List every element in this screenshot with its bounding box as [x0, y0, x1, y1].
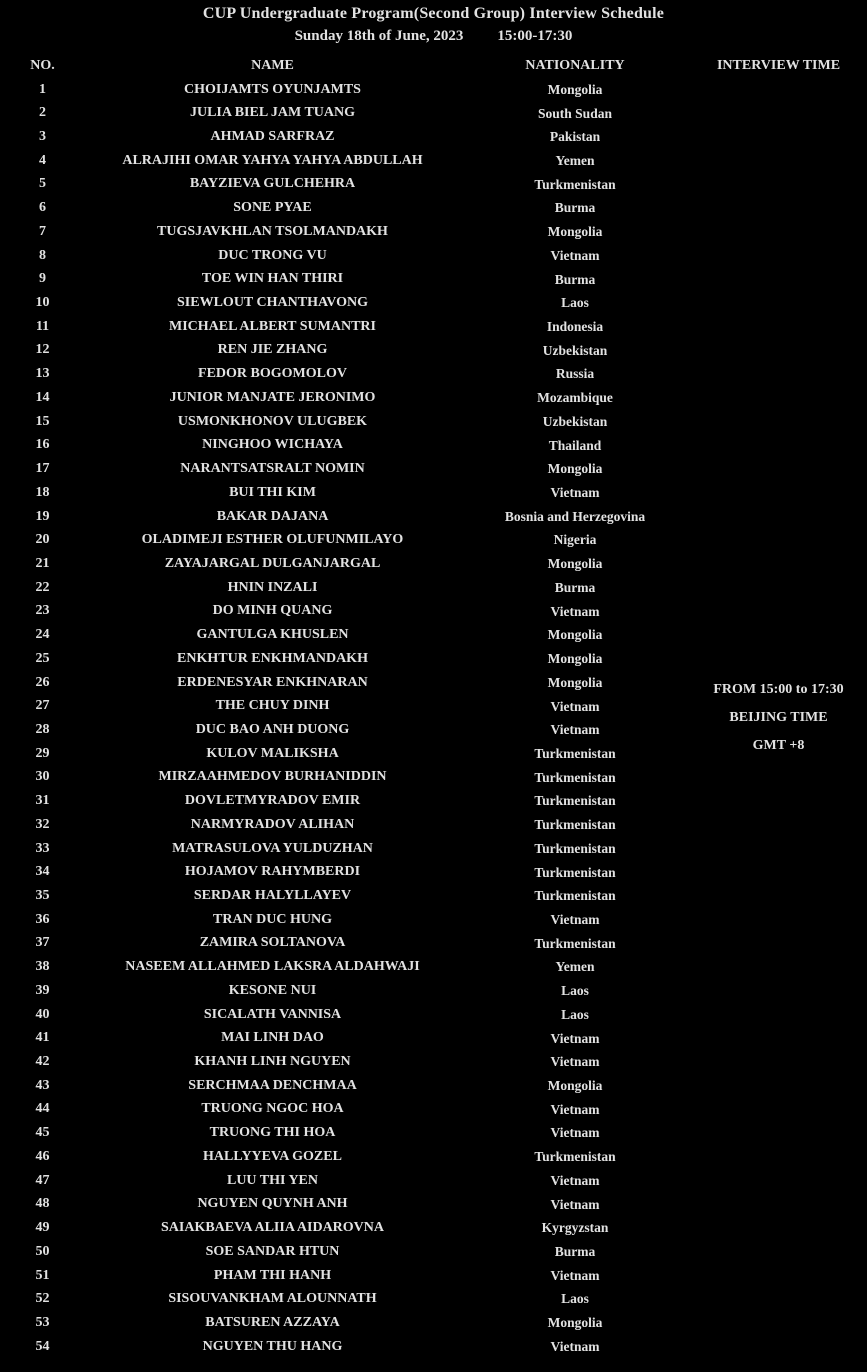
- row-number: 48: [35, 1196, 50, 1212]
- row-name: MICHAEL ALBERT SUMANTRI: [169, 318, 376, 334]
- row-nationality: Laos: [561, 1006, 589, 1022]
- row-number: 20: [35, 532, 50, 548]
- row-number: 3: [39, 129, 46, 145]
- row-nationality: Vietnam: [550, 1101, 600, 1117]
- row-nationality: Burma: [554, 271, 596, 287]
- row-nationality: Mongolia: [547, 81, 603, 97]
- subtitle-time: 15:00-17:30: [497, 28, 573, 44]
- row-name: TUGSJAVKHLAN TSOLMANDAKH: [157, 223, 388, 239]
- row-name: SOE SANDAR HTUN: [205, 1243, 340, 1259]
- row-number: 33: [35, 840, 50, 856]
- row-name: HNIN INZALI: [227, 579, 318, 595]
- row-number: 18: [35, 484, 50, 500]
- row-nationality: Mongolia: [547, 556, 603, 572]
- row-nationality: Vietnam: [550, 1054, 600, 1070]
- row-name: GANTULGA KHUSLEN: [196, 627, 349, 643]
- row-name: BATSUREN AZZAYA: [205, 1314, 340, 1330]
- row-name: AHMAD SARFRAZ: [210, 129, 335, 145]
- row-nationality: Turkmenistan: [534, 793, 616, 809]
- row-nationality: Turkmenistan: [534, 817, 616, 833]
- row-name: SONE PYAE: [233, 200, 312, 216]
- row-nationality: Mongolia: [547, 674, 603, 690]
- row-number: 7: [39, 223, 46, 239]
- row-nationality: Vietnam: [550, 485, 600, 501]
- row-nationality: Vietnam: [550, 698, 600, 714]
- column-header-name: NAME: [251, 57, 294, 73]
- row-name: MIRZAAHMEDOV BURHANIDDIN: [158, 769, 387, 785]
- row-nationality: Laos: [561, 983, 589, 999]
- row-nationality: Uzbekistan: [542, 413, 608, 429]
- row-nationality: Turkmenistan: [534, 176, 616, 192]
- row-number: 23: [35, 603, 50, 619]
- row-name: NARMYRADOV ALIHAN: [190, 816, 355, 832]
- row-name: SERDAR HALYLLAYEV: [193, 888, 352, 904]
- row-nationality: Turkmenistan: [534, 1149, 616, 1165]
- interview-time-gmt: GMT +8: [752, 738, 805, 754]
- row-name: MATRASULOVA YULDUZHAN: [172, 840, 373, 856]
- row-number: 11: [35, 318, 50, 334]
- row-number: 49: [35, 1220, 50, 1236]
- row-nationality: Uzbekistan: [542, 342, 608, 358]
- row-nationality: Vietnam: [550, 1125, 600, 1141]
- row-name: ENKHTUR ENKHMANDAKH: [177, 650, 368, 666]
- row-nationality: Burma: [554, 1244, 596, 1260]
- row-number: 17: [35, 461, 50, 477]
- row-number: 16: [35, 437, 50, 453]
- row-name: FEDOR BOGOMOLOV: [198, 366, 347, 382]
- row-number: 25: [35, 650, 50, 666]
- row-name: NARANTSATSRALT NOMIN: [180, 461, 365, 477]
- row-number: 36: [35, 911, 50, 927]
- row-name: NASEEM ALLAHMED LAKSRA ALDAHWAJI: [125, 959, 420, 975]
- row-nationality: Nigeria: [553, 532, 597, 548]
- interview-time-zone: BEIJING TIME: [729, 710, 828, 726]
- row-nationality: Turkmenistan: [534, 888, 616, 904]
- row-number: 31: [35, 793, 50, 809]
- row-nationality: Bosnia and Herzegovina: [504, 508, 646, 524]
- row-nationality: Thailand: [548, 437, 602, 453]
- row-name: OLADIMEJI ESTHER OLUFUNMILAYO: [141, 532, 404, 548]
- row-name: SIEWLOUT CHANTHAVONG: [177, 295, 368, 311]
- column-header-interview-time: INTERVIEW TIME: [716, 57, 841, 73]
- row-name: SISOUVANKHAM ALOUNNATH: [168, 1291, 377, 1307]
- row-name: ERDENESYAR ENKHNARAN: [177, 674, 368, 690]
- row-name: DUC TRONG VU: [218, 247, 327, 263]
- row-nationality: Indonesia: [546, 319, 604, 335]
- row-number: 8: [39, 247, 46, 263]
- row-name: BUI THI KIM: [229, 484, 316, 500]
- row-nationality: Vietnam: [550, 1030, 600, 1046]
- row-number: 6: [39, 200, 46, 216]
- row-name: SERCHMAA DENCHMAA: [188, 1077, 357, 1093]
- row-name: DUC BAO ANH DUONG: [195, 721, 350, 737]
- row-name: ZAMIRA SOLTANOVA: [199, 935, 346, 951]
- interview-time-range: FROM 15:00 to 17:30: [713, 682, 844, 698]
- row-number: 29: [35, 745, 50, 761]
- row-name: HALLYYEVA GOZEL: [203, 1148, 342, 1164]
- row-number: 9: [39, 271, 46, 287]
- row-nationality: Turkmenistan: [534, 935, 616, 951]
- row-number: 30: [35, 769, 50, 785]
- row-nationality: Mongolia: [547, 224, 603, 240]
- row-name: NINGHOO WICHAYA: [202, 437, 343, 453]
- row-nationality: Burma: [554, 579, 596, 595]
- row-name: USMONKHONOV ULUGBEK: [177, 413, 368, 429]
- row-number: 14: [35, 389, 50, 405]
- row-name: ALRAJIHI OMAR YAHYA YAHYA ABDULLAH: [122, 152, 423, 168]
- row-nationality: Mongolia: [547, 1315, 603, 1331]
- row-nationality: Vietnam: [550, 722, 600, 738]
- row-number: 26: [35, 674, 50, 690]
- row-name: DOVLETMYRADOV EMIR: [184, 793, 361, 809]
- row-number: 43: [35, 1077, 50, 1093]
- row-number: 5: [39, 176, 46, 192]
- row-nationality: Vietnam: [550, 247, 600, 263]
- row-number: 13: [35, 366, 50, 382]
- column-header-nationality: NATIONALITY: [525, 57, 625, 73]
- row-nationality: Yemen: [555, 152, 595, 168]
- row-name: TRUONG THI HOA: [209, 1125, 336, 1141]
- row-name: JUNIOR MANJATE JERONIMO: [169, 389, 376, 405]
- row-number: 27: [35, 698, 50, 714]
- row-nationality: Vietnam: [550, 1267, 600, 1283]
- row-number: 12: [35, 342, 50, 358]
- row-number: 4: [39, 152, 46, 168]
- row-nationality: Laos: [561, 1291, 589, 1307]
- row-nationality: Laos: [561, 295, 589, 311]
- page-title: CUP Undergraduate Program(Second Group) Interview Schedule: [202, 5, 665, 22]
- row-name: NGUYEN THU HANG: [202, 1338, 343, 1354]
- interview-time-cell: [690, 78, 867, 1359]
- schedule-table: [0, 54, 867, 1359]
- row-number: 44: [35, 1101, 50, 1117]
- row-nationality: Kyrgyzstan: [541, 1220, 609, 1236]
- row-nationality: Mongolia: [547, 1078, 603, 1094]
- row-number: 37: [35, 935, 50, 951]
- row-name: LUU THI YEN: [226, 1172, 319, 1188]
- row-number: 46: [35, 1148, 50, 1164]
- row-name: JULIA BIEL JAM TUANG: [189, 105, 356, 121]
- row-number: 15: [35, 413, 50, 429]
- row-number: 47: [35, 1172, 50, 1188]
- row-number: 10: [35, 295, 50, 311]
- row-nationality: Yemen: [555, 959, 595, 975]
- row-number: 40: [35, 1006, 50, 1022]
- row-nationality: Mozambique: [537, 390, 613, 406]
- row-nationality: Turkmenistan: [534, 745, 616, 761]
- row-name: KESONE NUI: [228, 982, 317, 998]
- row-nationality: Turkmenistan: [534, 840, 616, 856]
- row-name: MAI LINH DAO: [221, 1030, 324, 1046]
- row-number: 52: [35, 1291, 50, 1307]
- row-nationality: Vietnam: [550, 1338, 600, 1354]
- row-number: 28: [35, 721, 50, 737]
- row-nationality: Vietnam: [550, 1172, 600, 1188]
- row-nationality: Vietnam: [550, 603, 600, 619]
- row-nationality: Vietnam: [550, 1196, 600, 1212]
- row-number: 35: [35, 888, 50, 904]
- row-name: SICALATH VANNISA: [203, 1006, 342, 1022]
- row-number: 2: [39, 105, 46, 121]
- column-header-no: NO.: [30, 57, 55, 73]
- row-name: TRAN DUC HUNG: [213, 911, 332, 927]
- row-number: 19: [35, 508, 50, 524]
- row-name: CHOIJAMTS OYUNJAMTS: [184, 81, 361, 97]
- row-number: 54: [35, 1338, 50, 1354]
- row-name: PHAM THI HANH: [213, 1267, 332, 1283]
- row-number: 45: [35, 1125, 50, 1141]
- row-number: 51: [35, 1267, 50, 1283]
- row-number: 41: [35, 1030, 50, 1046]
- row-number: 1: [39, 81, 46, 97]
- row-number: 21: [35, 555, 50, 571]
- row-name: SAIAKBAEVA ALIIA AIDAROVNA: [160, 1220, 385, 1236]
- row-number: 53: [35, 1314, 50, 1330]
- row-name: BAYZIEVA GULCHEHRA: [189, 176, 356, 192]
- row-number: 32: [35, 816, 50, 832]
- row-nationality: South Sudan: [538, 105, 612, 121]
- row-number: 34: [35, 864, 50, 880]
- row-nationality: Vietnam: [550, 911, 600, 927]
- row-nationality: Turkmenistan: [534, 864, 616, 880]
- row-nationality: Burma: [554, 200, 596, 216]
- row-name: KULOV MALIKSHA: [206, 745, 339, 761]
- row-number: 39: [35, 982, 50, 998]
- row-name: NGUYEN QUYNH ANH: [197, 1196, 348, 1212]
- row-nationality: Mongolia: [547, 627, 603, 643]
- row-name: KHANH LINH NGUYEN: [194, 1054, 351, 1070]
- row-name: TRUONG NGOC HOA: [201, 1101, 344, 1117]
- row-name: REN JIE ZHANG: [217, 342, 328, 358]
- row-number: 42: [35, 1054, 50, 1070]
- row-nationality: Turkmenistan: [534, 769, 616, 785]
- row-name: HOJAMOV RAHYMBERDI: [184, 864, 361, 880]
- row-nationality: Mongolia: [547, 651, 603, 667]
- row-name: BAKAR DAJANA: [216, 508, 329, 524]
- row-name: TOE WIN HAN THIRI: [201, 271, 344, 287]
- row-nationality: Mongolia: [547, 461, 603, 477]
- row-number: 50: [35, 1243, 50, 1259]
- subtitle-date: Sunday 18th of June, 2023: [294, 28, 464, 44]
- row-nationality: Russia: [555, 366, 595, 382]
- row-name: ZAYAJARGAL DULGANJARGAL: [164, 555, 381, 571]
- row-nationality: Pakistan: [549, 129, 601, 145]
- page-subtitle: [0, 28, 867, 45]
- row-number: 38: [35, 959, 50, 975]
- row-number: 22: [35, 579, 50, 595]
- row-name: THE CHUY DINH: [215, 698, 330, 714]
- row-number: 24: [35, 627, 50, 643]
- row-name: DO MINH QUANG: [212, 603, 333, 619]
